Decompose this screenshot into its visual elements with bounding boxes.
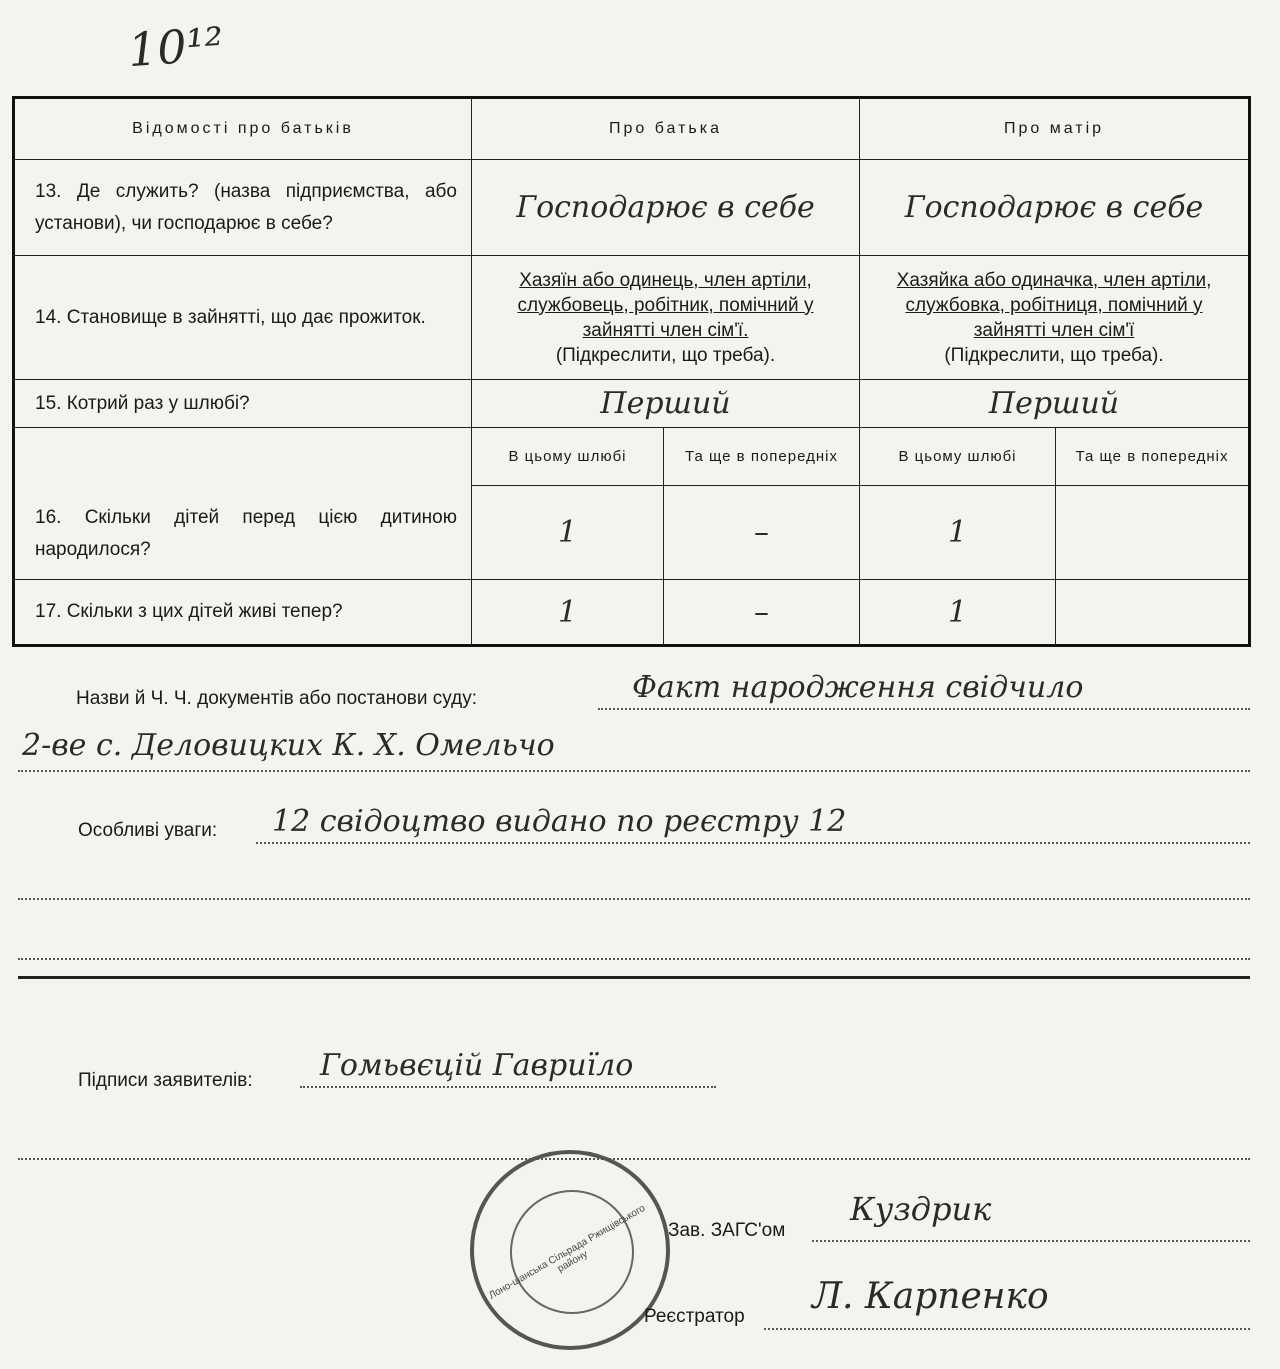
documents-line-2 [18,770,1250,772]
q14-father-note: (Підкреслити, що треба). [555,344,776,366]
q13-father-value: Господарює в себе [472,160,860,256]
table-header-row [14,98,1250,160]
row-15 [14,380,1250,428]
row-13 [14,160,1250,256]
mother-this-marriage-header: В цьому шлюбі [860,428,1056,486]
q14-label: 14. Становище в зайнятті, що дає прожиток. [14,256,472,380]
mother-previous-header: Та ще в попередніх [1056,428,1250,486]
q16-father-this: 1 [472,486,664,580]
q17-label: 17. Скільки з цих дітей живі тепер? [14,580,472,646]
corner-note: 10¹² [126,16,226,78]
applicants-label: Підписи заявителів: [78,1070,253,1091]
parents-info-table [12,96,1251,647]
registrar-line [764,1328,1250,1330]
section-divider [18,976,1250,979]
remarks-line-3 [18,958,1250,960]
q14-mother-cell [860,256,1250,380]
q13-mother-value: Господарює в себе [860,160,1250,256]
row-17 [14,580,1250,646]
q17-mother-prev [1056,580,1250,646]
q15-father-value: Перший [472,380,860,428]
documents-value-line-1: Факт народження свідчило [632,670,1084,705]
q16-mother-prev [1056,486,1250,580]
header-mother: Про матір [860,98,1250,160]
father-previous-header: Та ще в попередніх [664,428,860,486]
head-line [812,1240,1250,1242]
applicants-line [300,1086,716,1088]
remarks-line-1 [256,842,1250,844]
q14-mother-note: (Підкреслити, що треба). [944,344,1164,366]
father-this-marriage-header: В цьому шлюбі [472,428,664,486]
header-info: Відомості про батьків [14,98,472,160]
q17-father-this: 1 [472,580,664,646]
q17-mother-this: 1 [860,580,1056,646]
row-14 [14,256,1250,380]
documents-value-line-2: 2-ве с. Деловицких К. Х. Омельчо [22,728,555,763]
q14-mother-options: Хазяйка або одиначка, член артіли, службовка, робітниця, помічний у зайнятті член сім'ї [896,269,1212,341]
q14-father-cell [472,256,860,380]
remarks-label: Особливі уваги: [78,820,218,841]
documents-label: Назви й Ч. Ч. документів або постанови суду: [76,688,477,709]
stamp-text: Лоно-шанська Сільрада Ржищівського району [487,1202,648,1302]
remarks-line-2 [18,898,1250,900]
registrar-signature: Л. Карпенко [812,1276,1049,1317]
header-father: Про батька [472,98,860,160]
remarks-value: 12 свідоцтво видано по реєстру 12 [272,804,847,839]
q15-label: 15. Котрий раз у шлюбі? [14,380,472,428]
official-stamp [470,1150,670,1350]
q13-label: 13. Де служить? (назва підприємства, або установи), чи господарює в себе? [14,160,472,256]
head-signature: Куздрик [850,1190,992,1228]
q16-mother-this: 1 [860,486,1056,580]
q14-father-options: Хазяїн або одинець, член артіли, службовець, робітник, помічний у зайнятті член сім'ї. [517,269,814,341]
q17-father-prev: – [664,580,860,646]
applicants-signature: Гомьвєцій Гавриїло [320,1048,634,1083]
q16-father-prev: – [664,486,860,580]
applicants-line-2 [18,1158,1250,1160]
row-16-subheader [14,428,1250,486]
head-label: Зав. ЗАГС'ом [668,1220,786,1241]
q16-label: 16. Скільки дітей перед цією дитиною народилося? [14,428,472,580]
registrar-label: Реєстратор [644,1306,745,1327]
documents-line-1 [598,708,1250,710]
q15-mother-value: Перший [860,380,1250,428]
